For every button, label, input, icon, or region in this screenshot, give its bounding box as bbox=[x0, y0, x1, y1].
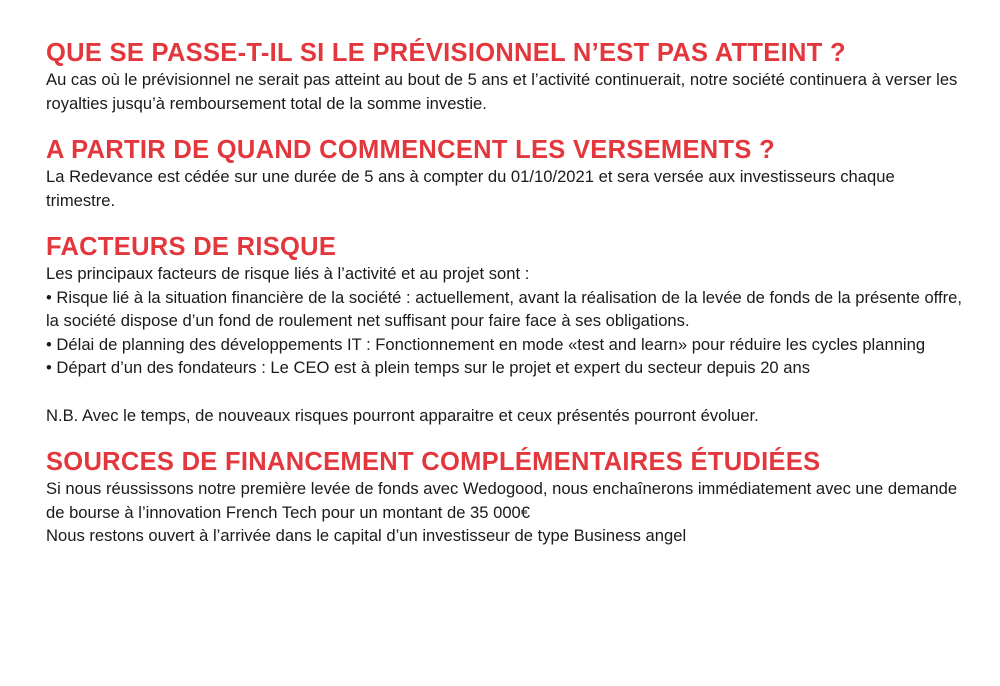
section-paragraph: Au cas où le prévisionnel ne serait pas atteint au bout de 5 ans et l’activité continuerait, notre société continuera à verser les royalties jusqu’à remboursement total de la somme investie. bbox=[46, 70, 958, 113]
risk-bullet-planning: • Délai de planning des développements IT : Fonctionnement en mode «test and learn» pour réduire les cycles planning bbox=[46, 333, 966, 357]
section-forecast-not-met bbox=[46, 38, 966, 115]
section-heading: QUE SE PASSE-T-IL SI LE PRÉVISIONNEL N’EST PAS ATTEINT ? bbox=[46, 39, 846, 67]
divider-space bbox=[46, 380, 966, 404]
section-paragraph: La Redevance est cédée sur une durée de 5 ans à compter du 01/10/2021 et sera versée aux investisseurs chaque trimestre. bbox=[46, 167, 895, 210]
section-heading: FACTEURS DE RISQUE bbox=[46, 233, 337, 261]
section-risk-factors bbox=[46, 232, 966, 427]
risk-bullet-financial: • Risque lié à la situation financière de la société : actuellement, avant la réalisation de la levée de fonds de la présente offre, la société dispose d’un fond de roulement net suffisant pour faire face à ses obligations. bbox=[46, 286, 966, 333]
section-additional-funding bbox=[46, 447, 966, 548]
section-heading: SOURCES DE FINANCEMENT COMPLÉMENTAIRES ÉTUDIÉES bbox=[46, 448, 821, 476]
section-paragraph: Si nous réussissons notre première levée de fonds avec Wedogood, nous enchaînerons immédiatement avec une demande de bourse à l’innovation French Tech pour un montant de 35 000€ bbox=[46, 479, 958, 522]
risk-bullet-founder: • Départ d’un des fondateurs : Le CEO est à plein temps sur le projet et expert du secteur depuis 20 ans bbox=[46, 356, 966, 380]
section-heading: A PARTIR DE QUAND COMMENCENT LES VERSEMENTS ? bbox=[46, 136, 775, 164]
risk-note: N.B. Avec le temps, de nouveaux risques pourront apparaitre et ceux présentés pourront évoluer. bbox=[46, 405, 759, 425]
faq-document bbox=[46, 38, 966, 568]
section-payment-start bbox=[46, 135, 966, 212]
section-paragraph: Nous restons ouvert à l’arrivée dans le capital d’un investisseur de type Business angel bbox=[46, 526, 687, 545]
risk-intro: Les principaux facteurs de risque liés à l’activité et au projet sont : bbox=[46, 264, 530, 283]
